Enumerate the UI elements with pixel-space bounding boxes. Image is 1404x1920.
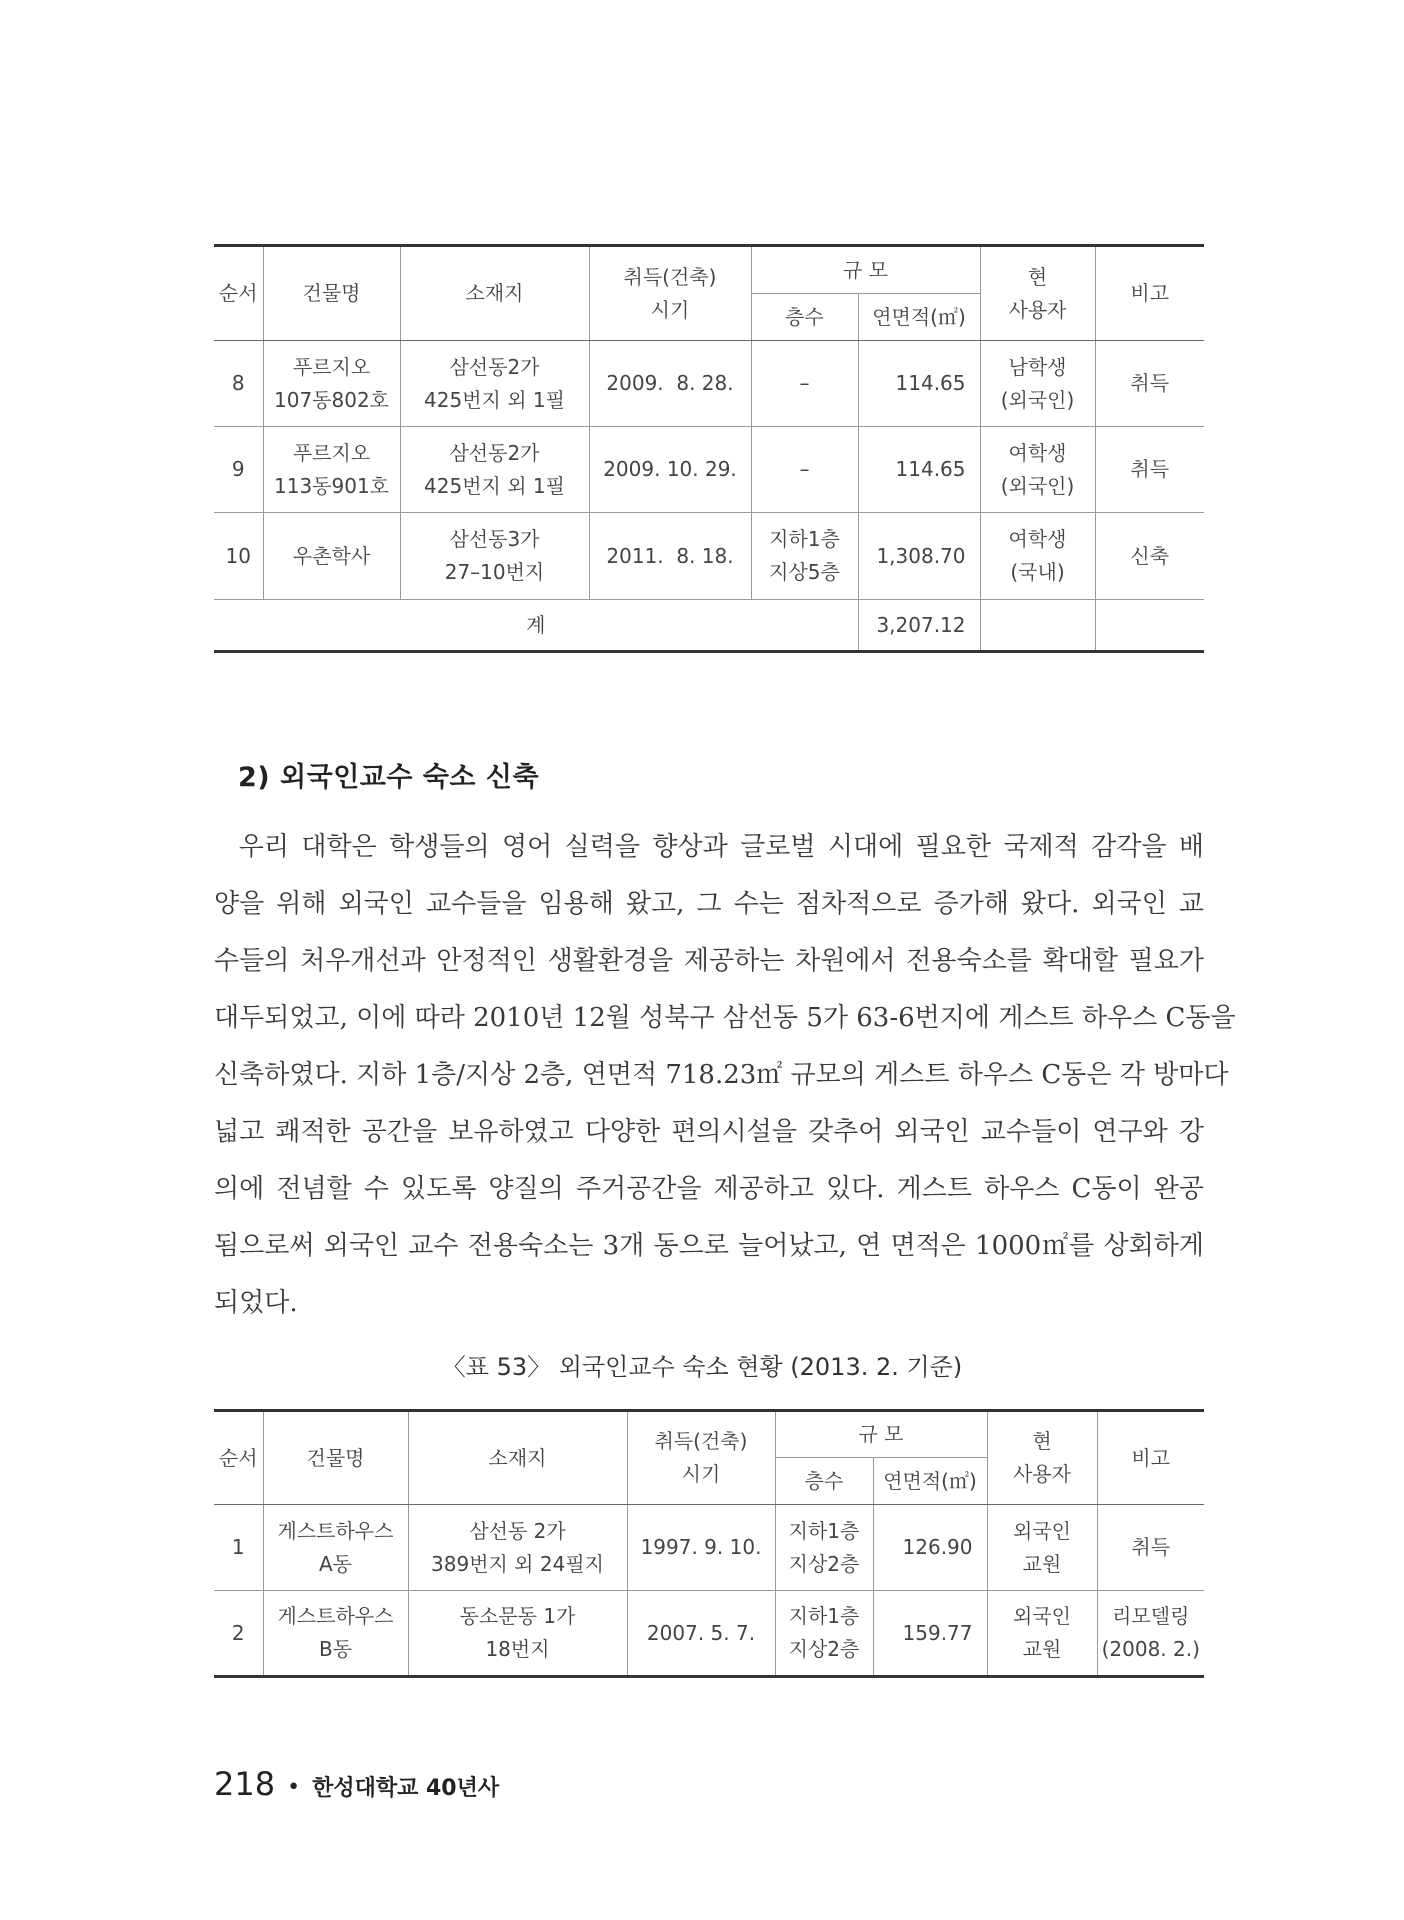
table-row — [214, 341, 1204, 427]
cell-area: 1,308.70 — [858, 513, 980, 600]
header-acquired: 취득(건축) 시기 — [589, 246, 751, 341]
header-scale: 규 모 — [751, 246, 980, 294]
dormitory-table — [214, 244, 1204, 653]
cell-floors: – — [751, 341, 858, 427]
cell-building: 우촌학사 — [263, 513, 400, 600]
cell-area: 114.65 — [858, 427, 980, 513]
bullet-separator: • — [287, 1774, 301, 1800]
header-floors: 층수 — [751, 294, 858, 341]
section-heading: 2) 외국인교수 숙소 신축 — [238, 762, 540, 793]
cell-location: 삼선동 2가 389번지 외 24필지 — [408, 1505, 627, 1591]
page-number: 218 — [214, 1765, 276, 1803]
table-row — [214, 1591, 1204, 1677]
table-header — [214, 246, 1204, 341]
cell-acquired: 2007. 5. 7. — [627, 1591, 775, 1677]
table-row — [214, 513, 1204, 600]
header-building: 건물명 — [263, 246, 400, 341]
paragraph-line: 양을 위해 외국인 교수들을 임용해 왔고, 그 수는 점차적으로 증가해 왔다. 외국인 교 — [214, 889, 1204, 919]
total-user-empty — [980, 600, 1095, 652]
faculty-housing-table — [214, 1409, 1204, 1678]
cell-building: 게스트하우스 A동 — [263, 1505, 408, 1591]
header-scale: 규 모 — [775, 1411, 987, 1458]
cell-area: 114.65 — [858, 341, 980, 427]
header-area: 연면적(㎡) — [873, 1458, 987, 1505]
total-row — [214, 600, 1204, 652]
paragraph-line: 신축하였다. 지하 1층/지상 2층, 연면적 718.23㎡ 규모의 게스트 하우스 C동은 각 방마다 — [214, 1060, 1229, 1090]
page-footer — [214, 1765, 499, 1803]
total-label: 계 — [214, 600, 858, 652]
cell-location: 삼선동2가 425번지 외 1필 — [400, 341, 589, 427]
cell-user: 외국인 교원 — [987, 1505, 1097, 1591]
cell-floors: 지하1층 지상2층 — [775, 1505, 873, 1591]
cell-user: 외국인 교원 — [987, 1591, 1097, 1677]
cell-location: 동소문동 1가 18번지 — [408, 1591, 627, 1677]
paragraph-line: 수들의 처우개선과 안정적인 생활환경을 제공하는 차원에서 전용숙소를 확대할 필요가 — [214, 946, 1204, 976]
cell-acquired: 2009. 10. 29. — [589, 427, 751, 513]
total-area: 3,207.12 — [858, 600, 980, 652]
paragraph-line: 대두되었고, 이에 따라 2010년 12월 성북구 삼선동 5가 63-6번지에 게스트 하우스 C동을 — [214, 1003, 1236, 1033]
cell-note: 취득 — [1097, 1505, 1204, 1591]
table-row — [214, 1505, 1204, 1591]
header-floors: 층수 — [775, 1458, 873, 1505]
cell-order: 1 — [214, 1505, 263, 1591]
cell-order: 10 — [214, 513, 263, 600]
header-order: 순서 — [214, 246, 263, 341]
cell-order: 8 — [214, 341, 263, 427]
header-acquired: 취득(건축) 시기 — [627, 1411, 775, 1505]
cell-building: 푸르지오 113동901호 — [263, 427, 400, 513]
total-note-empty — [1095, 600, 1204, 652]
cell-note: 취득 — [1095, 427, 1204, 513]
cell-note: 리모델링 (2008. 2.) — [1097, 1591, 1204, 1677]
header-building: 건물명 — [263, 1411, 408, 1505]
book-title: 한성대학교 40년사 — [312, 1776, 500, 1801]
cell-area: 159.77 — [873, 1591, 987, 1677]
paragraph-line: 의에 전념할 수 있도록 양질의 주거공간을 제공하고 있다. 게스트 하우스 C동이 완공 — [214, 1174, 1204, 1204]
cell-acquired: 2011. 8. 18. — [589, 513, 751, 600]
header-user: 현 사용자 — [987, 1411, 1097, 1505]
header-user: 현 사용자 — [980, 246, 1095, 341]
cell-acquired: 2009. 8. 28. — [589, 341, 751, 427]
cell-order: 2 — [214, 1591, 263, 1677]
header-location: 소재지 — [400, 246, 589, 341]
cell-location: 삼선동3가 27–10번지 — [400, 513, 589, 600]
body-paragraph — [214, 819, 1236, 1332]
table-caption: 〈표 53〉 외국인교수 숙소 현황 (2013. 2. 기준) — [441, 1353, 963, 1381]
cell-user: 여학생 (국내) — [980, 513, 1095, 600]
header-area: 연면적(㎡) — [858, 294, 980, 341]
header-note: 비고 — [1097, 1411, 1204, 1505]
cell-location: 삼선동2가 425번지 외 1필 — [400, 427, 589, 513]
cell-area: 126.90 — [873, 1505, 987, 1591]
paragraph-line: 됨으로써 외국인 교수 전용숙소는 3개 동으로 늘어났고, 연 면적은 1000㎡를 상회하게 — [214, 1231, 1204, 1261]
cell-floors: 지하1층 지상5층 — [751, 513, 858, 600]
paragraph-line: 넓고 쾌적한 공간을 보유하였고 다양한 편의시설을 갖추어 외국인 교수들이 연구와 강 — [214, 1117, 1204, 1147]
cell-floors: – — [751, 427, 858, 513]
cell-acquired: 1997. 9. 10. — [627, 1505, 775, 1591]
header-note: 비고 — [1095, 246, 1204, 341]
table-row — [214, 427, 1204, 513]
cell-order: 9 — [214, 427, 263, 513]
cell-note: 취득 — [1095, 341, 1204, 427]
cell-user: 남학생 (외국인) — [980, 341, 1095, 427]
cell-user: 여학생 (외국인) — [980, 427, 1095, 513]
cell-floors: 지하1층 지상2층 — [775, 1591, 873, 1677]
header-location: 소재지 — [408, 1411, 627, 1505]
paragraph-line: 우리 대학은 학생들의 영어 실력을 향상과 글로벌 시대에 필요한 국제적 감각을 배 — [214, 832, 1204, 862]
cell-note: 신축 — [1095, 513, 1204, 600]
cell-building: 게스트하우스 B동 — [263, 1591, 408, 1677]
header-order: 순서 — [214, 1411, 263, 1505]
table-header — [214, 1411, 1204, 1505]
cell-building: 푸르지오 107동802호 — [263, 341, 400, 427]
paragraph-line: 되었다. — [214, 1288, 298, 1318]
